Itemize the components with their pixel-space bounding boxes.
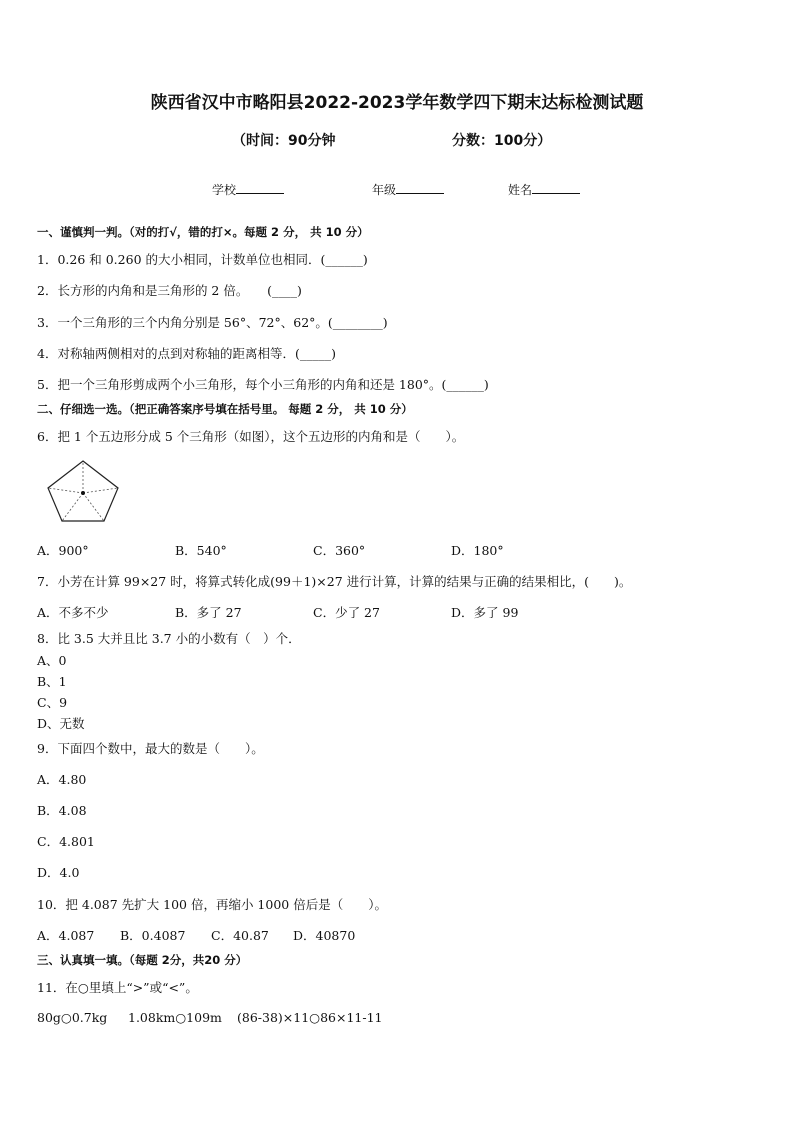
q7-option-c: C．少了 27 [313,605,380,620]
q6-option-d: D．180° [451,543,504,558]
q8-option-d: D、无数 [37,716,85,731]
q7-option-a: A．不多不少 [37,605,109,620]
question-3: 3．一个三角形的三个内角分别是 56°、72°、62°。(________) [37,315,388,330]
question-8: 8．比 3.5 大并且比 3.7 小的小数有（ ）个． [37,631,301,646]
question-6: 6．把 1 个五边形分成 5 个三角形（如图），这个五边形的内角和是（ ）。 [37,429,465,444]
q10-option-c: C．40.87 [211,928,269,943]
q10-option-d: D．40870 [293,928,356,943]
question-9: 9．下面四个数中，最大的数是（ ）。 [37,741,264,756]
question-1: 1．0.26 和 0.260 的大小相同，计数单位也相同．(______) [37,252,368,267]
section-3-heading: 三、认真填一填。（每题 2分，共20 分） [37,953,248,967]
exam-time: （时间：90分钟 [232,133,336,149]
exam-score: 分数：100分） [452,133,552,149]
q8-option-a: A、0 [37,653,67,668]
q7-option-d: D．多了 99 [451,605,519,620]
question-2: 2．长方形的内角和是三角形的 2 倍。 (____) [37,283,302,298]
name-field [508,181,580,198]
q6-option-a: A．900° [37,543,89,558]
school-label: 学校 [212,183,237,197]
q6-option-c: C．360° [313,543,366,558]
question-7: 7．小芳在计算 99×27 时，将算式转化成(99＋1)×27 进行计算，计算的结果与正确的结果相比，( )。 [37,574,632,589]
question-10: 10．把 4.087 先扩大 100 倍，再缩小 1000 倍后是（ ）。 [37,897,387,912]
q7-option-b: B．多了 27 [175,605,242,620]
q10-option-b: B．0.4087 [120,928,186,943]
q11-item-3: (86-38)×11○86×11-11 [237,1010,383,1025]
q11-item-2: 1.08km○109m [128,1010,222,1025]
school-field [212,181,284,198]
page-title: 陕西省汉中市略阳县2022-2023学年数学四下期末达标检测试题 [150,93,644,113]
section-1-heading: 一、谨慎判一判。（对的打√，错的打×。每题 2 分， 共 10 分） [37,225,369,239]
question-4: 4．对称轴两侧相对的点到对称轴的距离相等．(_____) [37,346,336,361]
q6-option-b: B．540° [175,543,227,558]
section-2-heading: 二、仔细选一选。（把正确答案序号填在括号里。 每题 2 分， 共 10 分） [37,402,413,416]
name-label: 姓名 [508,183,533,197]
q9-option-d: D．4.0 [37,865,80,880]
question-11: 11．在○里填上“>”或“<”。 [37,980,198,995]
q9-option-c: C．4.801 [37,834,95,849]
q8-option-c: C、9 [37,695,68,710]
grade-label: 年级 [372,183,397,197]
question-5: 5．把一个三角形剪成两个小三角形，每个小三角形的内角和还是 180°。(______) [37,377,489,392]
pentagon-figure [44,458,122,524]
q11-item-1: 80g○0.7kg [37,1010,108,1025]
grade-field [372,181,444,198]
q9-option-b: B．4.08 [37,803,87,818]
q9-option-a: A．4.80 [37,772,87,787]
q10-option-a: A．4.087 [37,928,95,943]
q8-option-b: B、1 [37,674,67,689]
